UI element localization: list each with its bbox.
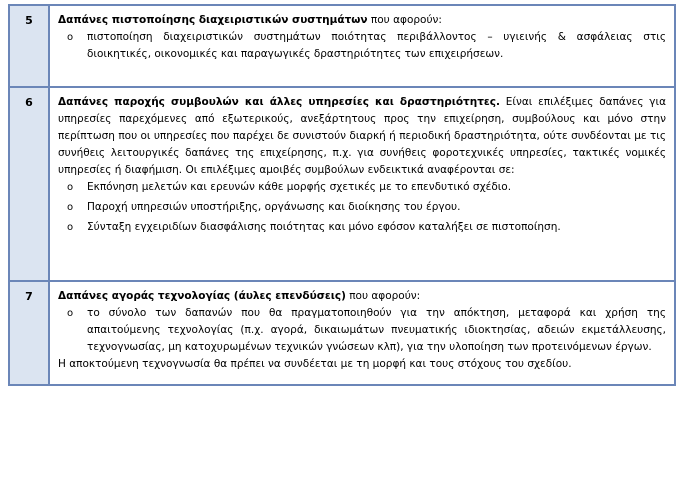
bullet-marker: o (67, 182, 74, 193)
list-item-text: Εκπόνηση μελετών και ερευνών κάθε μορφής σχετικές με το επενδυτικό σχέδιο. (87, 181, 512, 193)
row-body: Είναι επιλέξιμες δαπάνες για υπηρεσίες παρεχόμενες από εξωτερικούς, ανεξάρτητους προς την επιχείρηση, συμβούλους και μόνο στην περίπτωση που οι υπηρεσίες που παρέχει δε συνιστούν διαρκή ή περιοδική δραστηριότητα, ούτε συνδέονται με τις συνήθεις λειτουργικές δαπάνες της επιχείρησης, π.χ. για συνήθεις φοροτεχνικές υπηρεσίες, τακτικές νομικές υπηρεσίες ή διαφήμιση. Οι επιλέξιμες αμοιβές συμβούλων ενδεικτικά αναφέρονται σε: (58, 96, 666, 176)
row-footer-text: Η αποκτούμενη τεχνογνωσία θα πρέπει να συνδέεται με τη μορφή και τους στόχους του σχεδίου. (58, 358, 572, 370)
list-item (58, 179, 666, 196)
table-row (9, 5, 675, 87)
row-heading-suffix: που αφορούν: (367, 14, 442, 26)
table-row (9, 87, 675, 281)
bullet-list (58, 29, 666, 63)
row-paragraph (58, 94, 666, 179)
row-number: 7 (9, 281, 49, 385)
bullet-marker: o (67, 32, 74, 43)
row-number: 6 (9, 87, 49, 281)
list-item-text: πιστοποίηση διαχειριστικών συστημάτων ποιότητας περιβάλλοντος – υγιεινής & ασφάλειας στις διοικητικές, οικονομικές και παραγωγικές δραστηριότητες των επιχειρήσεων. (87, 31, 666, 60)
row-heading: Δαπάνες αγοράς τεχνολογίας (άυλες επενδύσεις) (58, 290, 346, 302)
bullet-list (58, 179, 666, 236)
row-heading-line (58, 288, 666, 305)
row-content (49, 281, 675, 385)
list-item (58, 199, 666, 216)
bullet-marker: o (67, 308, 74, 319)
list-item (58, 29, 666, 63)
row-heading-line (58, 12, 666, 29)
list-item-text: το σύνολο των δαπανών που θα πραγματοποιηθούν για την απόκτηση, μεταφορά και χρήση της απαιτούμενης τεχνολογίας (π.χ. αγορά, δικαιωμάτων πνευματικής ιδιοκτησίας, αδειών εκμετάλλευσης, τεχνογνωσίας, μη κατοχυρωμένων τεχνικών γνώσεων κλπ), για την υλοποίηση των προτεινόμενων έργων. (87, 307, 666, 353)
row-content (49, 5, 675, 87)
row-heading: Δαπάνες πιστοποίησης διαχειριστικών συστημάτων (58, 14, 368, 26)
expenses-table (8, 4, 676, 386)
list-item (58, 219, 666, 236)
list-item-text: Σύνταξη εγχειριδίων διασφάλισης ποιότητας και μόνο εφόσον καταλήξει σε πιστοποίηση. (87, 221, 561, 233)
bullet-marker: o (67, 222, 74, 233)
row-content (49, 87, 675, 281)
list-item-text: Παροχή υπηρεσιών υποστήριξης, οργάνωσης και διοίκησης του έργου. (87, 201, 461, 213)
bullet-list (58, 305, 666, 356)
row-heading: Δαπάνες παροχής συμβουλών και άλλες υπηρεσίες και δραστηριότητες. (58, 96, 500, 108)
row-heading-suffix: που αφορούν: (345, 290, 421, 302)
bullet-marker: o (67, 202, 74, 213)
list-item (58, 305, 666, 356)
row-number: 5 (9, 5, 49, 87)
table-row (9, 281, 675, 385)
